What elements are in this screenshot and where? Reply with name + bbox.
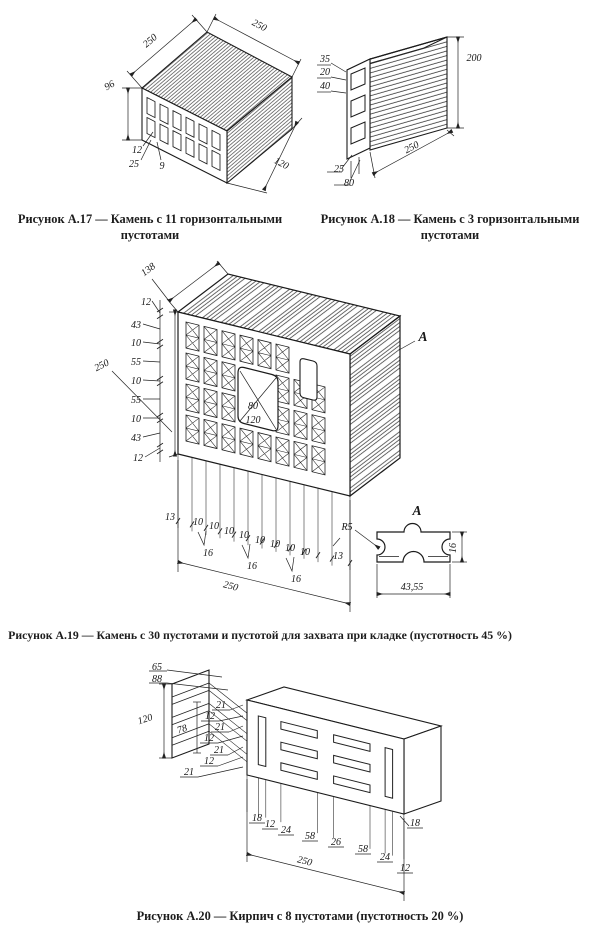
dim-label: 250 xyxy=(141,32,160,51)
dim-label: 21 xyxy=(215,722,225,733)
dim-label: 12 xyxy=(133,453,143,464)
caption-line: пустотами xyxy=(420,228,480,242)
dim-label: 10 xyxy=(193,517,203,528)
figure-a19-drawing xyxy=(93,261,467,612)
dim-label: 96 xyxy=(102,78,117,94)
caption-line: пустотами xyxy=(120,228,180,242)
dim-label: 250 xyxy=(249,17,269,35)
dim-label: 10 xyxy=(131,376,141,387)
dim-label: 21 xyxy=(216,700,226,711)
detail-a-profile xyxy=(377,524,450,563)
dim-label: 13 xyxy=(333,551,343,562)
dim-label: 250 xyxy=(221,579,240,594)
dim-label: 120 xyxy=(136,712,155,728)
dim-label: 12 xyxy=(204,733,214,744)
view-mark-label: A xyxy=(418,329,428,344)
dim-label: 16 xyxy=(291,574,301,585)
dim-label: 18 xyxy=(252,813,262,824)
dim-label: 250 xyxy=(92,357,112,375)
dim-label: 12 xyxy=(141,297,151,308)
dim-label: 12 xyxy=(400,863,410,874)
dim-label: R5 xyxy=(341,522,353,533)
dim-label: 18 xyxy=(410,818,420,829)
dim-label: 35 xyxy=(320,54,330,65)
dim-label: 58 xyxy=(305,831,315,842)
figure-a19-caption xyxy=(0,627,520,643)
dim-label: 25 xyxy=(334,164,344,175)
caption-line: Рисунок А.20 — Кирпич с 8 пустотами (пустотность 20 %) xyxy=(136,909,464,923)
dim-label: 43 xyxy=(131,433,141,444)
dim-label: 200 xyxy=(466,53,482,64)
dim-label: 21 xyxy=(184,767,194,778)
dim-label: 138 xyxy=(139,261,158,279)
dim-label: 20 xyxy=(320,67,330,78)
dim-label: 88 xyxy=(152,674,162,685)
caption-line: Рисунок А.19 — Камень с 30 пустотами и пустотой для захвата при кладке (пустотность 45 %) xyxy=(8,628,512,642)
dim-label: 55 xyxy=(131,357,141,368)
figure-a17-drawing xyxy=(103,14,302,193)
block-faces xyxy=(142,32,292,183)
caption-line: Рисунок А.18 — Камень с 3 горизонтальными xyxy=(320,212,580,226)
dim-label: 26 xyxy=(331,837,341,848)
dim-label: 80 xyxy=(248,401,258,412)
dim-label: 58 xyxy=(358,844,368,855)
dim-label: 10 xyxy=(285,543,295,554)
dim-label: 10 xyxy=(131,338,141,349)
dim-label: 250 xyxy=(402,139,422,157)
dim-label: 24 xyxy=(281,825,291,836)
dim-label: 12 xyxy=(132,145,142,156)
block-faces xyxy=(347,37,447,159)
dim-label: 250 xyxy=(295,854,314,869)
dim-label: 10 xyxy=(209,521,219,532)
dim-label: 10 xyxy=(300,547,310,558)
dim-label: 43,55 xyxy=(400,582,424,593)
dim-label: 80 xyxy=(344,178,354,189)
dim-label: 13 xyxy=(165,512,175,523)
dim-label: 10 xyxy=(270,539,280,550)
figure-a20-caption xyxy=(0,908,600,924)
dim-label: 10 xyxy=(255,535,265,546)
figure-a18-drawing xyxy=(317,37,482,189)
dim-label: 43 xyxy=(131,320,141,331)
dim-label: 40 xyxy=(320,81,330,92)
figure-a18-caption xyxy=(300,211,600,243)
dim-label: 10 xyxy=(131,414,141,425)
dim-label: 65 xyxy=(152,662,162,673)
dim-label: 24 xyxy=(380,852,390,863)
detail-mark-label: A xyxy=(412,503,422,518)
figure-a17-caption xyxy=(0,211,300,243)
dim-label: 55 xyxy=(131,395,141,406)
caption-line: Рисунок А.17 — Камень с 11 горизонтальными xyxy=(17,212,283,226)
dim-label: 10 xyxy=(224,526,234,537)
end-view-plate xyxy=(172,670,209,758)
dim-label: 16 xyxy=(203,548,213,559)
dim-label: 10 xyxy=(239,530,249,541)
dim-label: 78 xyxy=(175,722,189,737)
dim-label: 9 xyxy=(159,161,165,172)
dim-label: 12 xyxy=(205,711,215,722)
grip-slot xyxy=(300,359,317,401)
block-faces xyxy=(247,687,441,814)
dim-label: 12 xyxy=(265,819,275,830)
dim-label: 120 xyxy=(271,155,291,173)
dim-label: 25 xyxy=(129,159,139,170)
dim-label: 120 xyxy=(245,415,261,426)
dim-label: 21 xyxy=(214,745,224,756)
dim-label: 16 xyxy=(448,543,459,553)
dim-label: 12 xyxy=(204,756,214,767)
dim-label: 16 xyxy=(247,561,257,572)
figure-a20-drawing xyxy=(136,662,441,901)
